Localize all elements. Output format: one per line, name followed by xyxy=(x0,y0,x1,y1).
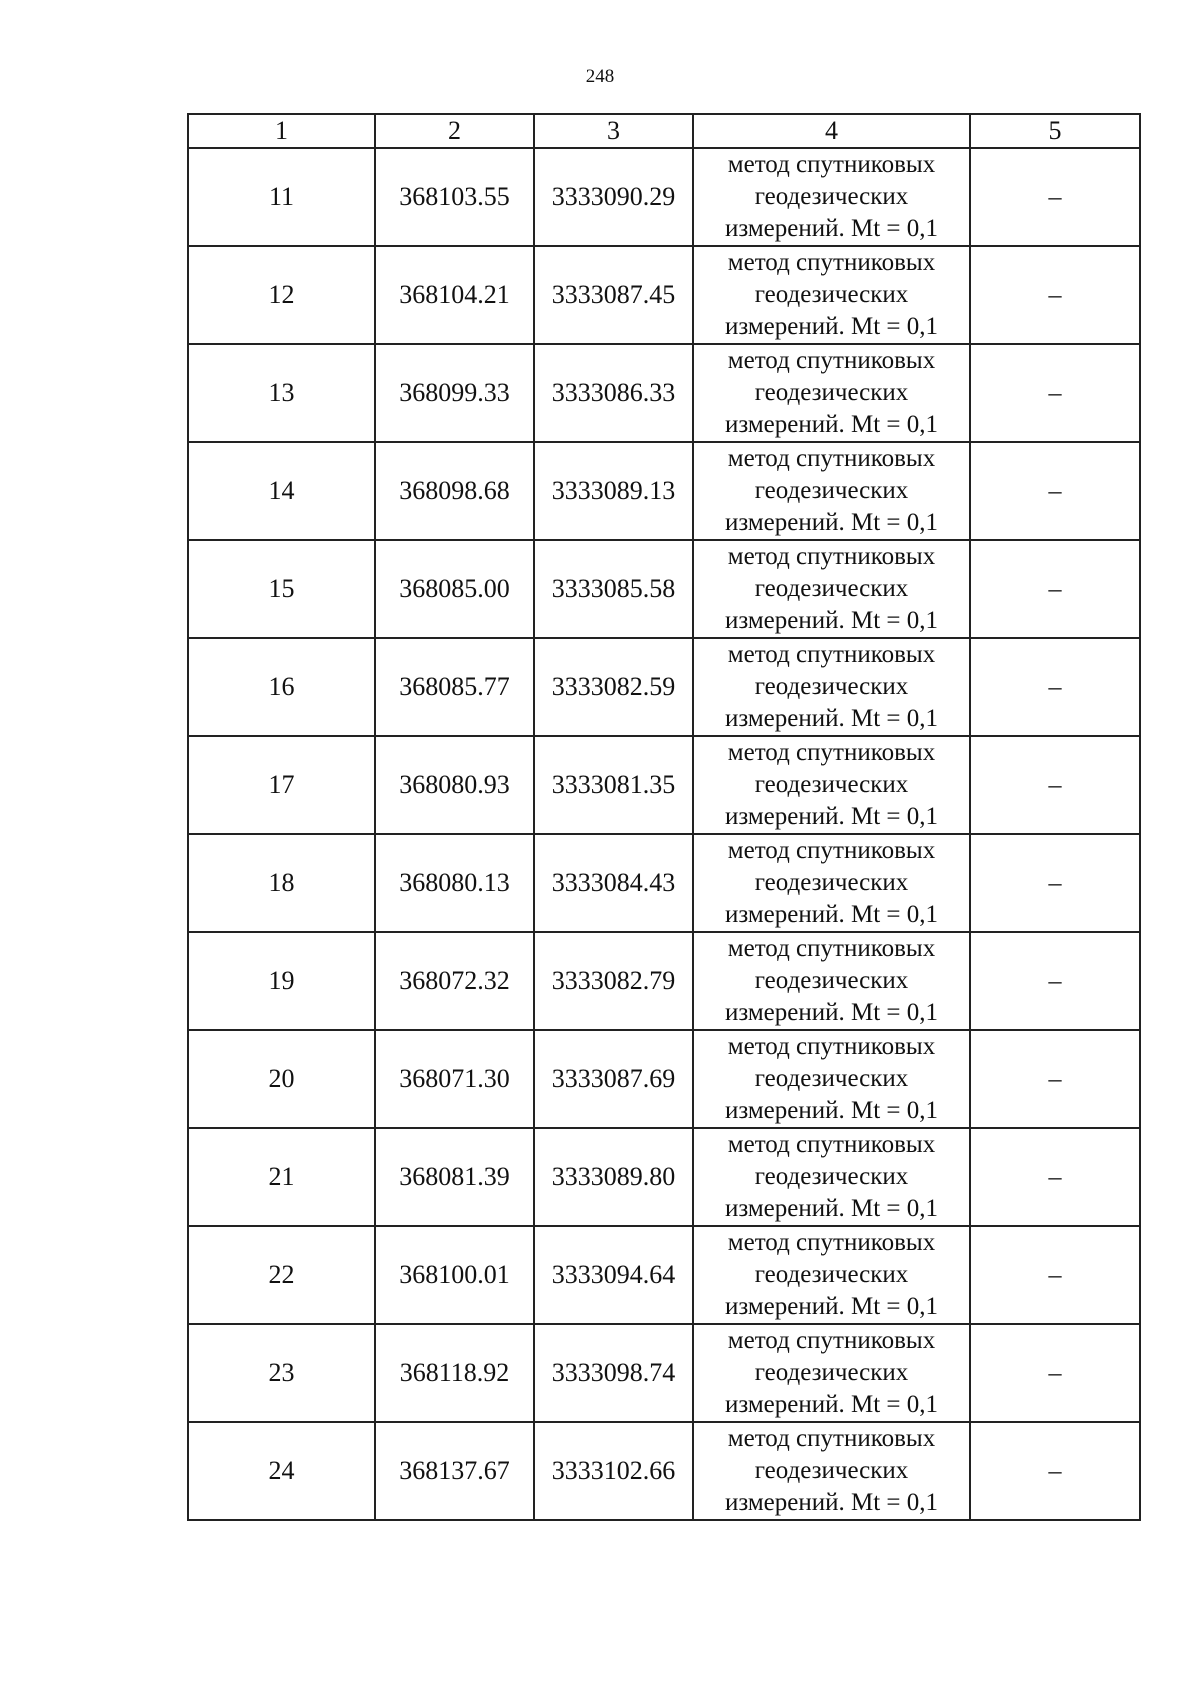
method-text-line: измерений. Mt = 0,1 xyxy=(724,1489,939,1516)
y-coordinate-cell: 3333085.58 xyxy=(534,540,693,638)
y-coordinate-cell: 3333087.69 xyxy=(534,1030,693,1128)
method-text-line: измерений. Mt = 0,1 xyxy=(724,1097,939,1124)
method-text-line: геодезических xyxy=(754,575,909,602)
point-number-cell: 19 xyxy=(188,932,375,1030)
table-row xyxy=(188,1030,1140,1128)
table-row xyxy=(188,1128,1140,1226)
method-cell xyxy=(693,1422,970,1520)
method-text-line: метод спутниковых xyxy=(727,445,936,472)
method-text-line: метод спутниковых xyxy=(727,1033,936,1060)
table-row xyxy=(188,1324,1140,1422)
coordinates-table xyxy=(187,113,1141,1521)
note-cell: – xyxy=(970,638,1140,736)
method-cell xyxy=(693,1324,970,1422)
table-row xyxy=(188,638,1140,736)
note-cell: – xyxy=(970,442,1140,540)
method-text-line: геодезических xyxy=(754,183,909,210)
method-text-line: измерений. Mt = 0,1 xyxy=(724,1195,939,1222)
method-text-line: геодезических xyxy=(754,379,909,406)
column-header-x: 2 xyxy=(375,114,534,148)
note-cell: – xyxy=(970,1324,1140,1422)
table-row xyxy=(188,246,1140,344)
method-text-line: измерений. Mt = 0,1 xyxy=(724,411,939,438)
method-text-line: измерений. Mt = 0,1 xyxy=(724,901,939,928)
y-coordinate-cell: 3333082.79 xyxy=(534,932,693,1030)
x-coordinate-cell: 368104.21 xyxy=(375,246,534,344)
point-number-cell: 20 xyxy=(188,1030,375,1128)
method-cell xyxy=(693,1128,970,1226)
method-text-line: метод спутниковых xyxy=(727,1327,936,1354)
x-coordinate-cell: 368103.55 xyxy=(375,148,534,246)
x-coordinate-cell: 368071.30 xyxy=(375,1030,534,1128)
x-coordinate-cell: 368137.67 xyxy=(375,1422,534,1520)
note-cell: – xyxy=(970,1128,1140,1226)
method-text-line: геодезических xyxy=(754,869,909,896)
note-cell: – xyxy=(970,834,1140,932)
note-cell: – xyxy=(970,540,1140,638)
method-text-line: измерений. Mt = 0,1 xyxy=(724,1293,939,1320)
y-coordinate-cell: 3333090.29 xyxy=(534,148,693,246)
method-text-line: геодезических xyxy=(754,281,909,308)
column-header-point-number: 1 xyxy=(188,114,375,148)
point-number-cell: 14 xyxy=(188,442,375,540)
method-text-line: метод спутниковых xyxy=(727,249,936,276)
y-coordinate-cell: 3333089.13 xyxy=(534,442,693,540)
method-cell xyxy=(693,344,970,442)
method-text-line: метод спутниковых xyxy=(727,837,936,864)
method-text-line: измерений. Mt = 0,1 xyxy=(724,803,939,830)
page-number: 248 xyxy=(585,66,615,87)
method-text-line: метод спутниковых xyxy=(727,347,936,374)
point-number-cell: 24 xyxy=(188,1422,375,1520)
note-cell: – xyxy=(970,1422,1140,1520)
note-cell: – xyxy=(970,932,1140,1030)
method-text-line: метод спутниковых xyxy=(727,641,936,668)
x-coordinate-cell: 368099.33 xyxy=(375,344,534,442)
x-coordinate-cell: 368080.93 xyxy=(375,736,534,834)
method-text-line: измерений. Mt = 0,1 xyxy=(724,1391,939,1418)
method-text-line: метод спутниковых xyxy=(727,151,936,178)
x-coordinate-cell: 368098.68 xyxy=(375,442,534,540)
y-coordinate-cell: 3333102.66 xyxy=(534,1422,693,1520)
x-coordinate-cell: 368072.32 xyxy=(375,932,534,1030)
x-coordinate-cell: 368085.77 xyxy=(375,638,534,736)
x-coordinate-cell: 368118.92 xyxy=(375,1324,534,1422)
y-coordinate-cell: 3333098.74 xyxy=(534,1324,693,1422)
x-coordinate-cell: 368080.13 xyxy=(375,834,534,932)
method-text-line: метод спутниковых xyxy=(727,1425,936,1452)
x-coordinate-cell: 368100.01 xyxy=(375,1226,534,1324)
method-cell xyxy=(693,1226,970,1324)
column-header-method: 4 xyxy=(693,114,970,148)
point-number-cell: 16 xyxy=(188,638,375,736)
method-text-line: измерений. Mt = 0,1 xyxy=(724,607,939,634)
method-cell xyxy=(693,932,970,1030)
method-text-line: геодезических xyxy=(754,771,909,798)
note-cell: – xyxy=(970,1030,1140,1128)
y-coordinate-cell: 3333081.35 xyxy=(534,736,693,834)
table-row xyxy=(188,834,1140,932)
y-coordinate-cell: 3333089.80 xyxy=(534,1128,693,1226)
method-text-line: измерений. Mt = 0,1 xyxy=(724,215,939,242)
method-text-line: измерений. Mt = 0,1 xyxy=(724,705,939,732)
table-row xyxy=(188,442,1140,540)
table-row xyxy=(188,540,1140,638)
table-body xyxy=(188,148,1140,1520)
method-cell xyxy=(693,246,970,344)
note-cell: – xyxy=(970,1226,1140,1324)
table-row xyxy=(188,1226,1140,1324)
note-cell: – xyxy=(970,736,1140,834)
header-row xyxy=(188,114,1140,148)
point-number-cell: 11 xyxy=(188,148,375,246)
method-text-line: метод спутниковых xyxy=(727,739,936,766)
method-cell xyxy=(693,442,970,540)
method-text-line: геодезических xyxy=(754,1457,909,1484)
method-cell xyxy=(693,638,970,736)
table-row xyxy=(188,736,1140,834)
method-text-line: геодезических xyxy=(754,1065,909,1092)
table-row xyxy=(188,1422,1140,1520)
method-text-line: измерений. Mt = 0,1 xyxy=(724,313,939,340)
y-coordinate-cell: 3333082.59 xyxy=(534,638,693,736)
method-text-line: метод спутниковых xyxy=(727,543,936,570)
y-coordinate-cell: 3333086.33 xyxy=(534,344,693,442)
note-cell: – xyxy=(970,344,1140,442)
method-cell xyxy=(693,736,970,834)
y-coordinate-cell: 3333084.43 xyxy=(534,834,693,932)
method-text-line: геодезических xyxy=(754,673,909,700)
point-number-cell: 15 xyxy=(188,540,375,638)
y-coordinate-cell: 3333087.45 xyxy=(534,246,693,344)
note-cell: – xyxy=(970,246,1140,344)
method-text-line: геодезических xyxy=(754,1359,909,1386)
method-text-line: измерений. Mt = 0,1 xyxy=(724,509,939,536)
point-number-cell: 23 xyxy=(188,1324,375,1422)
point-number-cell: 13 xyxy=(188,344,375,442)
table-header xyxy=(188,114,1140,148)
column-header-y: 3 xyxy=(534,114,693,148)
table-row xyxy=(188,148,1140,246)
table-row xyxy=(188,932,1140,1030)
method-cell xyxy=(693,148,970,246)
method-cell xyxy=(693,834,970,932)
point-number-cell: 12 xyxy=(188,246,375,344)
method-cell xyxy=(693,1030,970,1128)
method-cell xyxy=(693,540,970,638)
method-text-line: метод спутниковых xyxy=(727,1229,936,1256)
point-number-cell: 21 xyxy=(188,1128,375,1226)
y-coordinate-cell: 3333094.64 xyxy=(534,1226,693,1324)
x-coordinate-cell: 368081.39 xyxy=(375,1128,534,1226)
method-text-line: геодезических xyxy=(754,967,909,994)
point-number-cell: 22 xyxy=(188,1226,375,1324)
method-text-line: метод спутниковых xyxy=(727,935,936,962)
method-text-line: геодезических xyxy=(754,1261,909,1288)
method-text-line: метод спутниковых xyxy=(727,1131,936,1158)
x-coordinate-cell: 368085.00 xyxy=(375,540,534,638)
point-number-cell: 18 xyxy=(188,834,375,932)
column-header-note: 5 xyxy=(970,114,1140,148)
method-text-line: измерений. Mt = 0,1 xyxy=(724,999,939,1026)
method-text-line: геодезических xyxy=(754,1163,909,1190)
table-row xyxy=(188,344,1140,442)
point-number-cell: 17 xyxy=(188,736,375,834)
note-cell: – xyxy=(970,148,1140,246)
method-text-line: геодезических xyxy=(754,477,909,504)
